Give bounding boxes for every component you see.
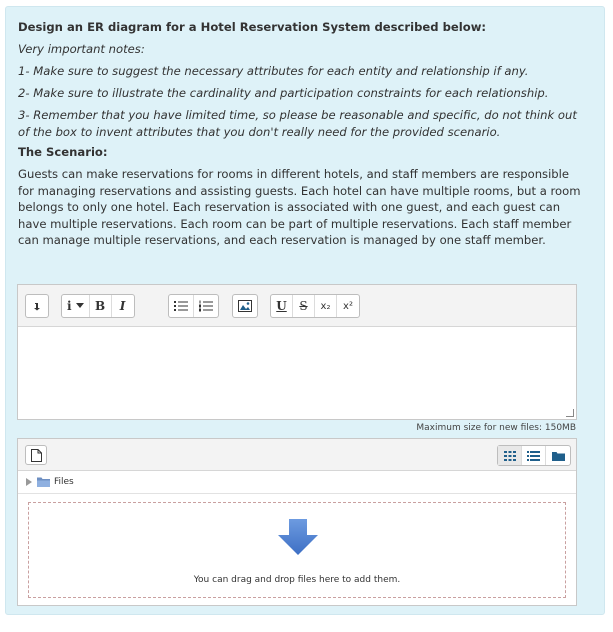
view-switcher — [497, 445, 571, 466]
grid-icon — [504, 451, 516, 461]
answer-text-area[interactable] — [18, 328, 576, 419]
answer-editor — [17, 284, 577, 420]
resize-handle[interactable] — [566, 409, 574, 417]
add-file-button[interactable] — [25, 445, 47, 465]
unordered-list-button[interactable] — [169, 295, 194, 317]
note-2: 2- Make sure to illustrate the cardinality and participation constraints for each relationship. — [18, 86, 549, 100]
expand-triangle-icon[interactable] — [26, 478, 32, 486]
bullet-list-icon — [174, 300, 188, 312]
expand-arrow-icon — [32, 301, 42, 311]
view-list-button[interactable] — [522, 446, 546, 465]
scenario-text: Guests can make reservations for rooms in different hotels, and staff members are responsible for managing reservations and assisting guests. Each hotel can have multiple rooms, but a room belongs to only one hotel. Each reservation is associated with one guest, and each guest can have multiple reservations. Each room can be part of multiple reservations. Each staff member can manage multiple reservations, and each reservation is managed by one staff member. — [18, 167, 581, 247]
superscript-button[interactable]: x² — [343, 300, 353, 312]
file-manager-toolbar — [18, 439, 576, 471]
toolbar-group-collapse — [25, 294, 49, 318]
file-manager — [17, 438, 577, 606]
info-label: i — [67, 299, 72, 313]
toolbar-group-format — [270, 294, 360, 318]
toolbar-group-style — [61, 294, 135, 318]
list-icon — [527, 451, 540, 461]
view-icons-button[interactable] — [498, 446, 522, 465]
download-arrow-icon — [278, 519, 318, 555]
notes-heading: Very important notes: — [18, 42, 145, 56]
bold-button[interactable]: B — [90, 295, 112, 317]
note-3: 3- Remember that you have limited time, so please be reasonable and specific, do not think out of the box to invent attributes that you don't really need for the provided scenario. — [18, 108, 577, 139]
question-panel — [5, 6, 605, 615]
insert-image-button[interactable] — [233, 295, 257, 317]
image-icon — [238, 300, 252, 312]
italic-button[interactable]: I — [119, 299, 126, 313]
note-1: 1- Make sure to suggest the necessary attributes for each entity and relationship if any. — [18, 64, 529, 78]
strikethrough-button[interactable]: S — [293, 295, 315, 317]
question-title: Design an ER diagram for a Hotel Reservation System described below: — [18, 20, 487, 34]
file-path-bar — [18, 471, 576, 494]
file-icon — [31, 449, 42, 462]
underline-button[interactable]: U — [271, 295, 293, 317]
drop-instructions: You can drag and drop files here to add them. — [193, 575, 401, 585]
numbered-list-icon — [199, 300, 213, 312]
show-more-buttons-button[interactable] — [26, 295, 48, 317]
scenario-heading: The Scenario: — [18, 145, 108, 159]
dropdown-caret-icon — [76, 303, 84, 309]
max-file-size-text: Maximum size for new files: 150MB — [416, 423, 576, 433]
paragraph-styles-button[interactable] — [62, 295, 90, 317]
subscript-button[interactable]: x₂ — [315, 295, 337, 317]
toolbar-group-lists — [168, 294, 219, 318]
ordered-list-button[interactable] — [194, 295, 218, 317]
file-drop-zone[interactable] — [28, 502, 566, 598]
editor-toolbar — [18, 285, 576, 327]
view-tree-button[interactable] — [546, 446, 570, 465]
folder-icon — [552, 451, 565, 461]
folder-icon — [37, 477, 50, 487]
files-folder-link[interactable]: Files — [54, 477, 74, 487]
toolbar-group-media — [232, 294, 258, 318]
